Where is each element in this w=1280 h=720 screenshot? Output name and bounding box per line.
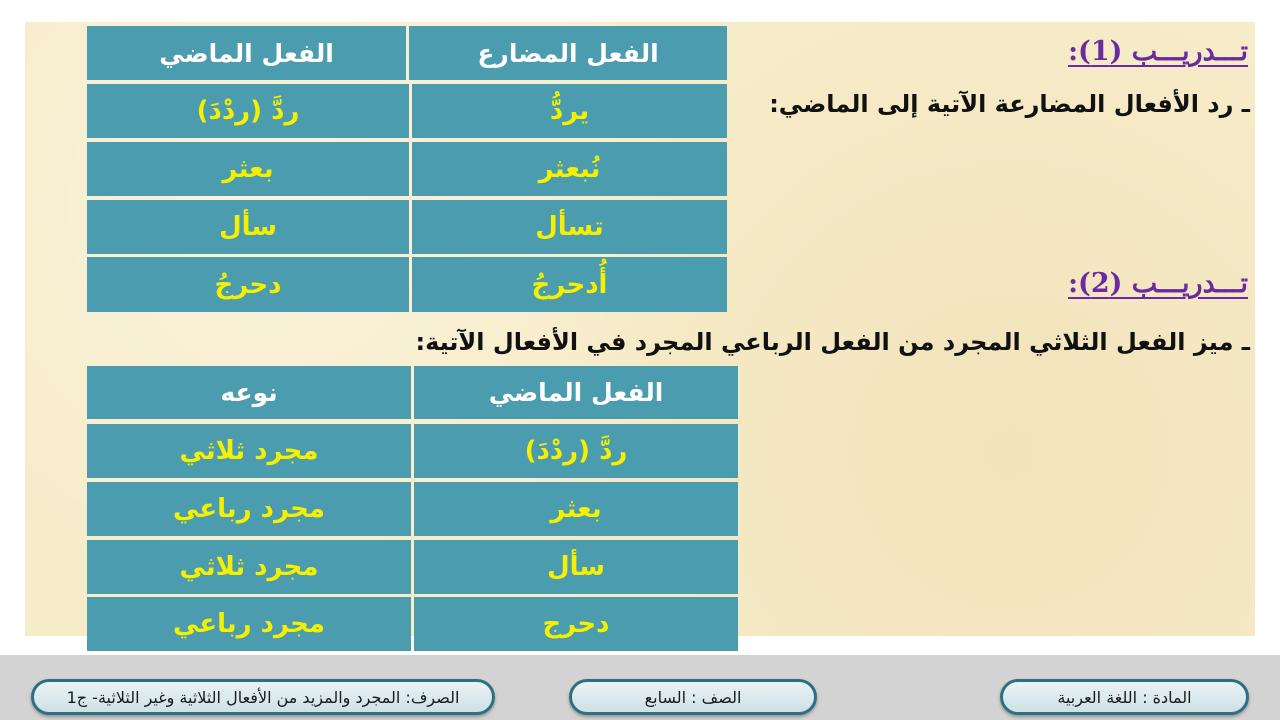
exercise2-heading: تـــدريـــب (2): — [1068, 268, 1248, 299]
exercise1-heading: تـــدريـــب (1): — [1068, 36, 1248, 67]
table-header-present: الفعل المضارع — [409, 26, 727, 80]
table-cell-past: دحرجُ — [87, 257, 409, 312]
table-cell-present: تسأل — [412, 200, 727, 254]
table-cell-type: مجرد ثلاثي — [87, 424, 411, 478]
table-cell-past: ردَّ (ردْدَ) — [87, 84, 409, 138]
table-header-type: نوعه — [87, 366, 411, 419]
table-cell-past: بعثر — [87, 142, 409, 196]
lesson-title-badge: الصرف: المجرد والمزيد من الأفعال الثلاثية وغير الثلاثية- ج1 — [31, 679, 495, 715]
grade-badge: الصف : السابع — [569, 679, 817, 715]
table-header-past: الفعل الماضي — [87, 26, 406, 80]
exercise1-instruction: ـ رد الأفعال المضارعة الآتية إلى الماضي: — [769, 90, 1250, 118]
table-header-past: الفعل الماضي — [414, 366, 738, 419]
table-cell-present: نُبعثر — [412, 142, 727, 196]
subject-badge: المادة : اللغة العربية — [1000, 679, 1249, 715]
table-cell-present: يردُّ — [412, 84, 727, 138]
table-cell-past: ردَّ (ردْدَ) — [414, 424, 738, 478]
table-cell-past: سأل — [414, 540, 738, 594]
table-cell-type: مجرد رباعي — [87, 597, 411, 651]
exercise2-instruction: ـ ميز الفعل الثلاثي المجرد من الفعل الرباعي المجرد في الأفعال الآتية: — [415, 328, 1250, 356]
table-cell-past: بعثر — [414, 482, 738, 536]
table-cell-type: مجرد رباعي — [87, 482, 411, 536]
table-cell-past: دحرج — [414, 597, 738, 651]
table-cell-present: أُدحرجُ — [412, 257, 727, 312]
table-cell-type: مجرد ثلاثي — [87, 540, 411, 594]
table-cell-past: سأل — [87, 200, 409, 254]
